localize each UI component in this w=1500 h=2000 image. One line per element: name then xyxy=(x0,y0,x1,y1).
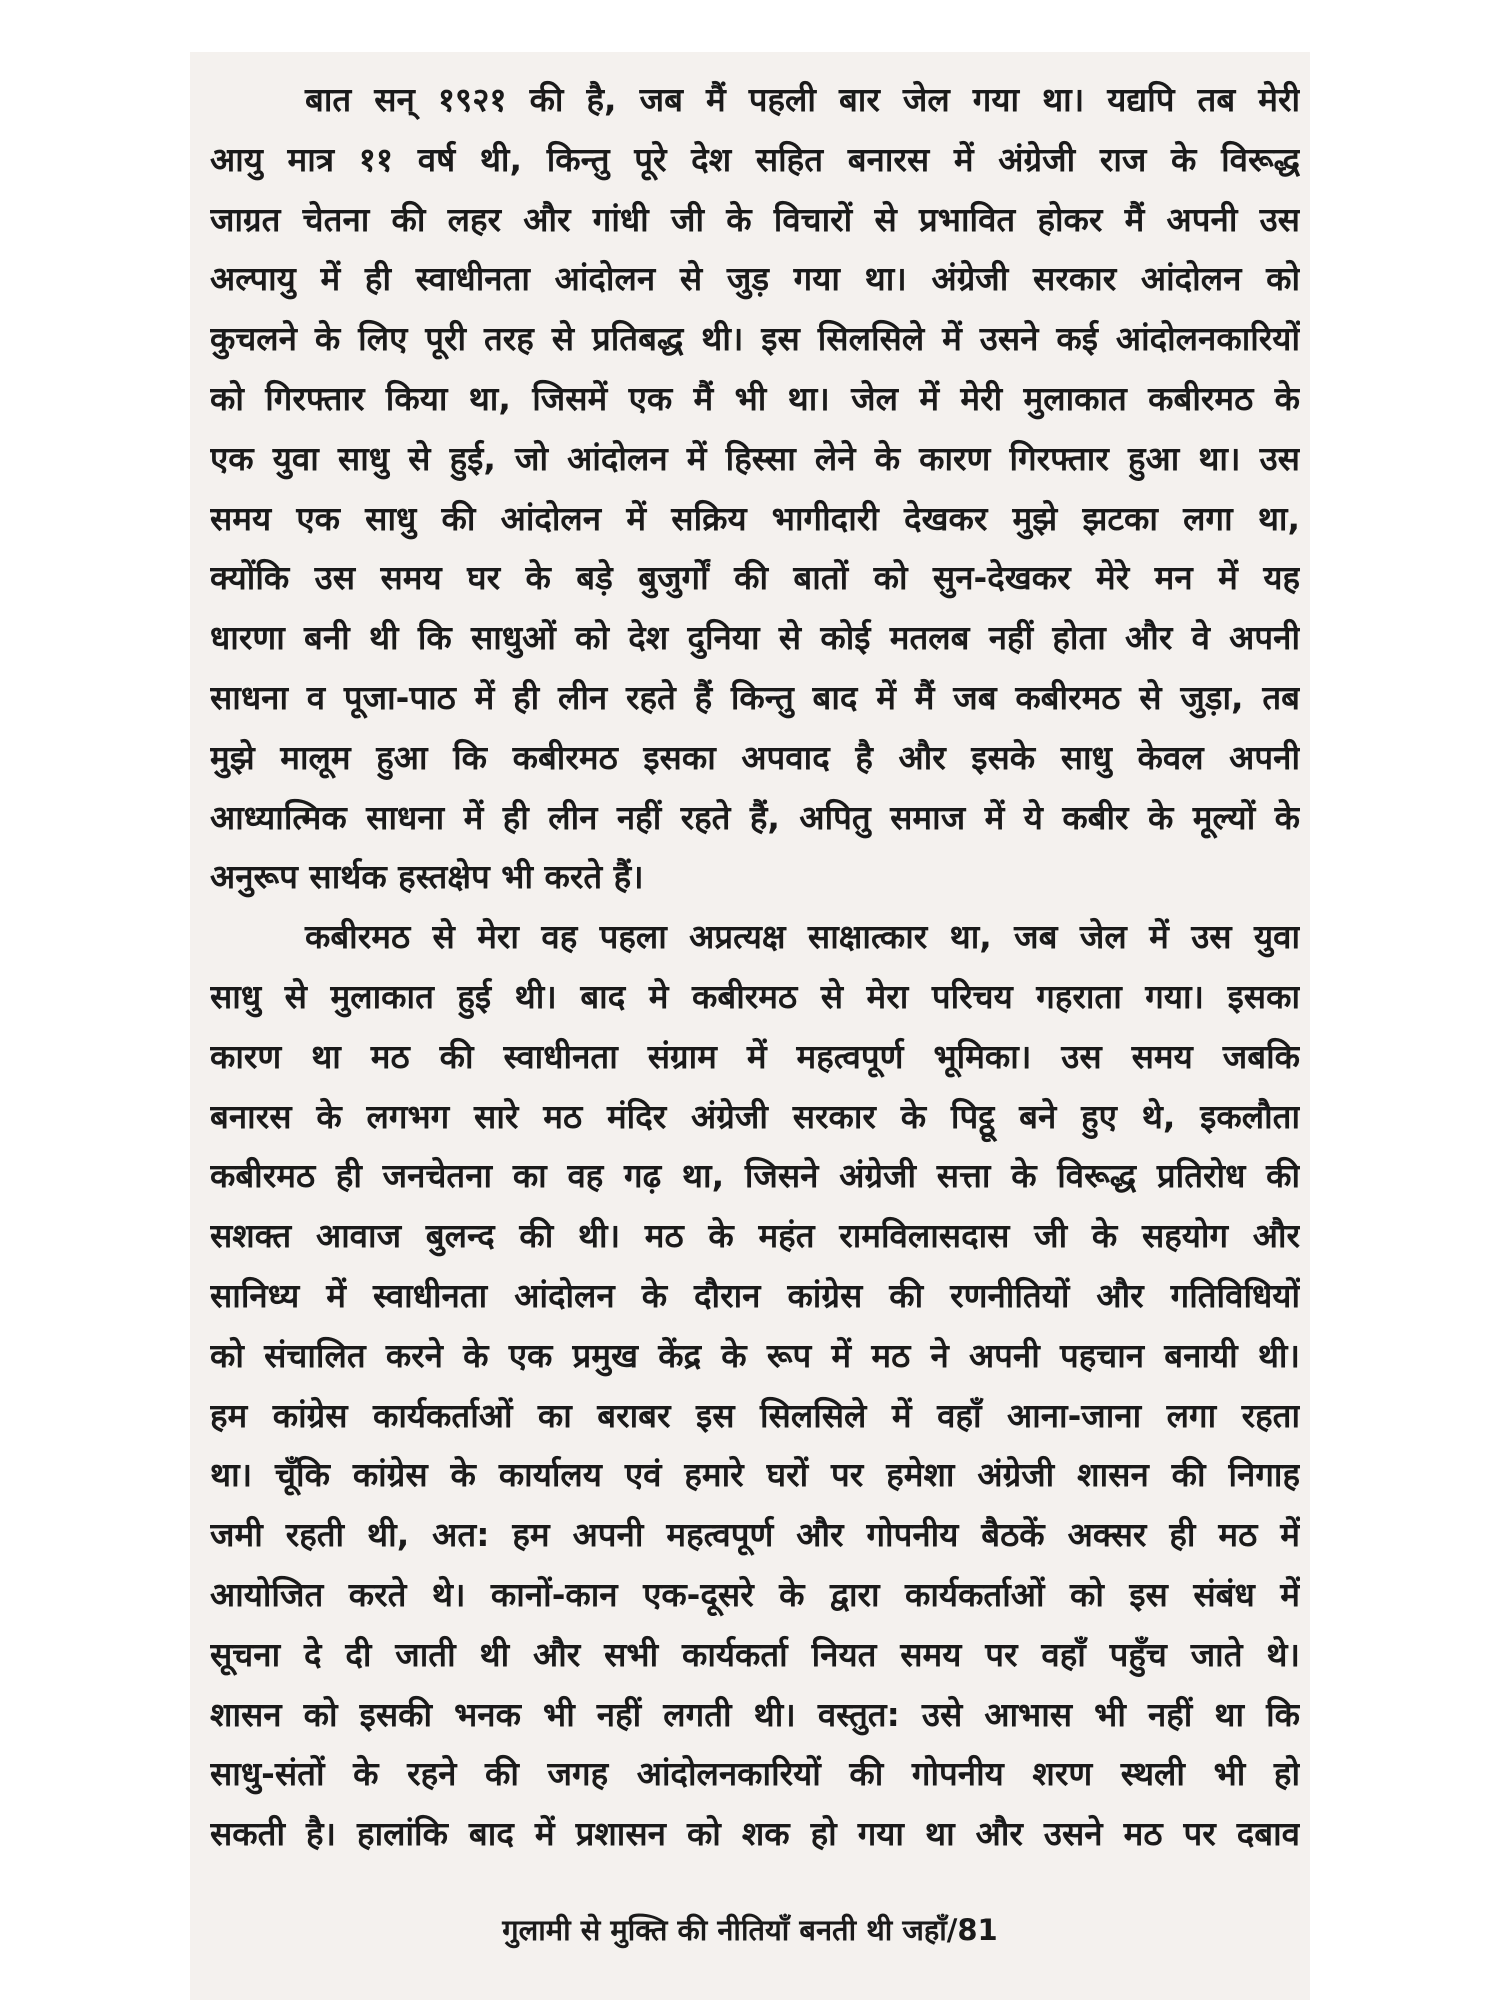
text-line: बनारस के लगभग सारे मठ मंदिर अंग्रेजी सरकार के पिट्ठू बने हुए थे, इकलौता xyxy=(210,1096,1300,1136)
text-line: कबीरमठ ही जनचेतना का वह गढ़ था, जिसने अंग्रेजी सत्ता के विरूद्ध प्रतिरोध की xyxy=(210,1156,1300,1196)
text-line: कुचलने के लिए पूरी तरह से प्रतिबद्ध थी। इस सिलसिले में उसने कई आंदोलनकारियों xyxy=(210,319,1300,359)
text-line: शासन को इसकी भनक भी नहीं लगती थी। वस्तुत: उसे आभास भी नहीं था कि xyxy=(210,1694,1300,1734)
text-line: आध्यात्मिक साधना में ही लीन नहीं रहते हैं, अपितु समाज में ये कबीर के मूल्यों के xyxy=(210,797,1300,837)
page-footer-running-title: गुलामी से मुक्ति की नीतियाँ बनती थी जहाँ/81 xyxy=(502,1913,998,1947)
text-line: समय एक साधु की आंदोलन में सक्रिय भागीदारी देखकर मुझे झटका लगा था, xyxy=(210,498,1300,538)
text-line: सानिध्य में स्वाधीनता आंदोलन के दौरान कांग्रेस की रणनीतियों और गतिविधियों xyxy=(210,1275,1300,1315)
text-line: बात सन् १९२१ की है, जब मैं पहली बार जेल गया था। यद्यपि तब मेरी xyxy=(305,80,1300,119)
text-line: हम कांग्रेस कार्यकर्ताओं का बराबर इस सिलसिले में वहाँ आना-जाना लगा रहता xyxy=(210,1395,1300,1435)
text-line: जमी रहती थी, अत: हम अपनी महत्वपूर्ण और गोपनीय बैठकें अक्सर ही मठ में xyxy=(210,1515,1300,1555)
text-line: सशक्त आवाज बुलन्द की थी। मठ के महंत रामविलासदास जी के सहयोग और xyxy=(210,1216,1300,1256)
text-line: मुझे मालूम हुआ कि कबीरमठ इसका अपवाद है और इसके साधु केवल अपनी xyxy=(210,737,1300,777)
text-line: आयोजित करते थे। कानों-कान एक-दूसरे के द्वारा कार्यकर्ताओं को इस संबंध में xyxy=(210,1574,1300,1614)
text-line: कबीरमठ से मेरा वह पहला अप्रत्यक्ष साक्षात्कार था, जब जेल में उस युवा xyxy=(305,917,1300,957)
text-line: साधु-संतों के रहने की जगह आंदोलनकारियों की गोपनीय शरण स्थली भी हो xyxy=(210,1754,1300,1794)
text-line: सकती है। हालांकि बाद में प्रशासन को शक हो गया था और उसने मठ पर दबाव xyxy=(210,1814,1300,1854)
text-line: आयु मात्र ११ वर्ष थी, किन्तु पूरे देश सहित बनारस में अंग्रेजी राज के विरूद्ध xyxy=(210,139,1300,179)
text-line: साधु से मुलाकात हुई थी। बाद मे कबीरमठ से मेरा परिचय गहराता गया। इसका xyxy=(210,976,1300,1016)
text-line: धारणा बनी थी कि साधुओं को देश दुनिया से कोई मतलब नहीं होता और वे अपनी xyxy=(210,618,1300,658)
text-line: अनुरूप सार्थक हस्तक्षेप भी करते हैं। xyxy=(210,857,644,897)
book-page xyxy=(190,52,1310,2000)
text-line: एक युवा साधु से हुई, जो आंदोलन में हिस्सा लेने के कारण गिरफ्तार हुआ था। उस xyxy=(210,438,1300,478)
text-line: था। चूँकि कांग्रेस के कार्यालय एवं हमारे घरों पर हमेशा अंग्रेजी शासन की निगाह xyxy=(210,1455,1300,1495)
text-line: को संचालित करने के एक प्रमुख केंद्र के रूप में मठ ने अपनी पहचान बनायी थी। xyxy=(210,1335,1300,1375)
text-line: अल्पायु में ही स्वाधीनता आंदोलन से जुड़ गया था। अंग्रेजी सरकार आंदोलन को xyxy=(210,259,1300,299)
text-line: को गिरफ्तार किया था, जिसमें एक मैं भी था। जेल में मेरी मुलाकात कबीरमठ के xyxy=(210,378,1300,418)
body-text xyxy=(210,70,1300,1864)
text-line: साधना व पूजा-पाठ में ही लीन रहते हैं किन्तु बाद में मैं जब कबीरमठ से जुड़ा, तब xyxy=(210,677,1300,717)
text-line: क्योंकि उस समय घर के बड़े बुजुर्गों की बातों को सुन-देखकर मेरे मन में यह xyxy=(210,558,1300,598)
text-line: सूचना दे दी जाती थी और सभी कार्यकर्ता नियत समय पर वहाँ पहुँच जाते थे। xyxy=(210,1634,1300,1674)
text-line: कारण था मठ की स्वाधीनता संग्राम में महत्वपूर्ण भूमिका। उस समय जबकि xyxy=(210,1036,1300,1076)
text-line: जाग्रत चेतना की लहर और गांधी जी के विचारों से प्रभावित होकर मैं अपनी उस xyxy=(210,199,1300,239)
